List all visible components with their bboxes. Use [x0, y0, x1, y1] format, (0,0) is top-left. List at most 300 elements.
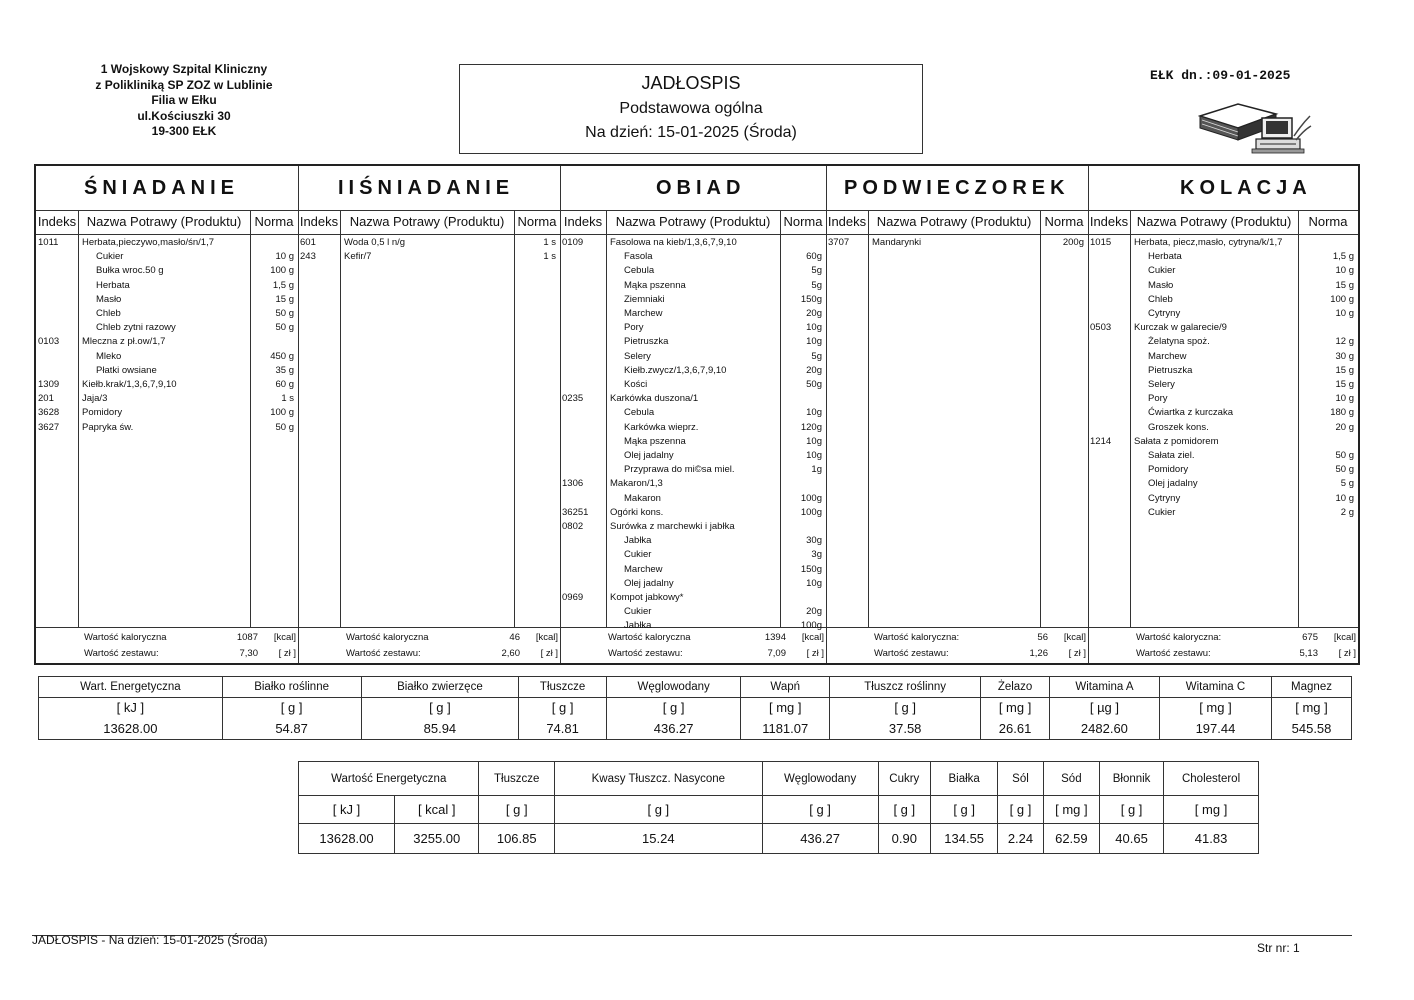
- row-norm: 15 g: [1335, 279, 1354, 291]
- menu-row: [562, 449, 824, 463]
- nutrient-header: Tłuszcze: [519, 677, 607, 698]
- menu-row: [562, 406, 824, 420]
- menu-grid: [34, 164, 1360, 665]
- meal-title: KOLACJA: [1180, 177, 1312, 199]
- ingredient-name: Przyprawa do mi©sa miel.: [624, 464, 735, 476]
- row-index: 201: [38, 393, 54, 405]
- row-index: 1309: [38, 379, 60, 390]
- row-norm: 20g: [806, 364, 822, 376]
- calorie-value-row: [84, 631, 296, 645]
- calorie-unit: [kcal]: [1063, 632, 1086, 643]
- nutrient-unit: [ g ]: [222, 698, 361, 718]
- calorie-label: Wartość kaloryczna: [84, 632, 167, 643]
- row-norm: 5 g: [1340, 478, 1354, 490]
- calorie-value-row: [346, 631, 558, 645]
- nutrient-unit: [ g ]: [606, 698, 740, 718]
- dish-name: Herbata, piecz,masło, cytryna/k/1,7: [1134, 237, 1283, 248]
- hospital-city: 19-300 EŁK: [151, 124, 217, 138]
- ingredient-name: Cukier: [1148, 506, 1176, 518]
- menu-row: [38, 293, 296, 307]
- row-norm: 10g: [806, 435, 822, 447]
- nutrient-header: Węglowodany: [762, 762, 878, 796]
- ingredient-name: Marchew: [624, 563, 663, 575]
- row-norm: 1g: [811, 464, 822, 476]
- nutrient-header: Węglowodany: [606, 677, 740, 698]
- column-header-name: Nazwa Potrawy (Produktu): [615, 214, 771, 229]
- menu-row: [38, 378, 296, 392]
- nutrient-header: Cukry: [878, 762, 931, 796]
- row-norm: 5g: [811, 279, 822, 291]
- row-index: 3628: [38, 407, 60, 419]
- nutrient-header: Białka: [931, 762, 998, 796]
- row-index: 1015: [1090, 237, 1112, 248]
- ingredient-name: Cytryny: [1148, 492, 1181, 504]
- row-norm: 180 g: [1330, 407, 1354, 419]
- column-header-norm: Norma: [517, 214, 557, 229]
- nutrient-value: 134.55: [931, 824, 998, 854]
- set-cost-label: Wartość zestawu:: [608, 648, 683, 659]
- ingredient-name: Cukier: [1148, 265, 1176, 277]
- dish-name: Kurczak w galarecie/9: [1134, 322, 1227, 334]
- nutrient-unit: [ mg ]: [1272, 698, 1352, 718]
- row-index: 3627: [38, 421, 60, 433]
- nutrient-unit: [ mg ]: [1043, 796, 1099, 824]
- column-header-index: Indeks: [563, 214, 603, 229]
- ingredient-name: Olej jadalny: [624, 450, 674, 461]
- nutrient-header: Sód: [1043, 762, 1099, 796]
- row-norm: 1,5 g: [272, 279, 294, 291]
- menu-row: [562, 577, 824, 591]
- calorie-value: 675: [1302, 632, 1318, 643]
- calorie-label: Wartość kaloryczna: [346, 632, 429, 643]
- nutrient-value: 2.24: [998, 824, 1043, 854]
- dish-name: Sałata z pomidorem: [1134, 435, 1219, 447]
- menu-row: [38, 392, 296, 406]
- menu-row: [562, 350, 824, 364]
- nutrient-value: 106.85: [479, 824, 555, 854]
- dish-name: Fasolowa na kieb/1,3,6,7,9,10: [610, 237, 737, 248]
- ingredient-name: Herbata: [96, 279, 130, 291]
- row-index: 0503: [1090, 322, 1112, 334]
- set-cost-row: [874, 647, 1086, 661]
- page-number: Str nr: 1: [1257, 941, 1300, 955]
- menu-row: [1090, 350, 1356, 364]
- menu-row: [1090, 307, 1356, 321]
- row-norm: 10g: [806, 336, 822, 348]
- dish-name: Mandarynki: [872, 237, 922, 248]
- column-header-norm: Norma: [1308, 214, 1348, 229]
- ingredient-name: Chleb: [96, 308, 121, 319]
- row-norm: 50 g: [275, 421, 294, 433]
- menu-row: [1090, 250, 1356, 264]
- nutrient-unit: [ g ]: [555, 796, 763, 824]
- ingredient-name: Pietruszka: [1148, 364, 1193, 376]
- nutrient-header: Magnez: [1272, 677, 1352, 698]
- nutrient-value: 62.59: [1043, 824, 1099, 854]
- set-cost-unit: [ zł ]: [1068, 648, 1086, 659]
- nutrient-value: 13628.00: [39, 718, 223, 740]
- row-norm: 100g: [800, 620, 822, 632]
- meal-title: ŚNIADANIE: [84, 177, 240, 199]
- nutrient-header: Sól: [998, 762, 1043, 796]
- menu-date: Na dzień: 15-01-2025 (Środa): [585, 124, 797, 141]
- menu-row: [562, 463, 824, 477]
- norm-column-divider: [514, 210, 515, 627]
- ingredient-name: Groszek kons.: [1148, 421, 1209, 433]
- row-norm: 100g: [800, 492, 822, 504]
- menu-row: [562, 492, 824, 506]
- dish-name: Ogórki kons.: [610, 506, 664, 518]
- nutrient-unit: [ g ]: [479, 796, 555, 824]
- energy-header: Wartość Energetyczna: [299, 762, 479, 796]
- row-norm: 200g: [1062, 237, 1084, 248]
- dish-name: Kefir/7: [344, 251, 372, 263]
- calorie-label: Wartość kaloryczna:: [874, 632, 960, 643]
- ingredient-name: Cytryny: [1148, 308, 1181, 319]
- hospital-address: [70, 62, 298, 140]
- dish-name: Kiełb.krak/1,3,6,7,9,10: [82, 379, 177, 390]
- nutrient-value: 436.27: [762, 824, 878, 854]
- row-norm: 1 s: [543, 237, 556, 248]
- nutrient-table-secondary: [298, 761, 1259, 854]
- ingredient-name: Cukier: [624, 606, 652, 618]
- calorie-unit: [kcal]: [273, 632, 296, 643]
- nutrient-unit: [ kcal ]: [395, 796, 479, 824]
- nutrient-value: 15.24: [555, 824, 763, 854]
- row-norm: 50 g: [275, 308, 294, 319]
- nutrient-unit: [ g ]: [878, 796, 931, 824]
- column-header-name: Nazwa Potrawy (Produktu): [349, 214, 505, 229]
- row-norm: 10 g: [1335, 492, 1354, 504]
- row-index: 3707: [828, 237, 850, 248]
- ingredient-name: Pory: [1148, 393, 1168, 405]
- menu-row: [38, 406, 296, 420]
- column-header-name: Nazwa Potrawy (Produktu): [86, 214, 242, 229]
- set-cost-label: Wartość zestawu:: [1136, 648, 1211, 659]
- menu-row: [38, 421, 296, 435]
- set-cost-row: [84, 647, 296, 661]
- menu-row: [562, 506, 824, 520]
- nutrient-header: Wart. Energetyczna: [39, 677, 223, 698]
- nutrient-value: 0.90: [878, 824, 931, 854]
- nutrient-unit: [ mg ]: [741, 698, 830, 718]
- page-title: JADŁOSPIS: [641, 73, 741, 93]
- nutrient-value: 436.27: [606, 718, 740, 740]
- row-norm: 1 s: [281, 393, 294, 405]
- menu-row: [1090, 321, 1356, 335]
- nutrient-value: 13628.00: [299, 824, 395, 854]
- row-norm: 5g: [811, 265, 822, 277]
- menu-row: [1090, 378, 1356, 392]
- column-header-name: Nazwa Potrawy (Produktu): [876, 214, 1032, 229]
- dish-name: Herbata,pieczywo,masło/śn/1,7: [82, 237, 215, 248]
- menu-row: [562, 236, 824, 250]
- menu-row: [562, 591, 824, 605]
- row-norm: 5g: [811, 350, 822, 362]
- nutrient-unit: [ g ]: [361, 698, 519, 718]
- title-box: [459, 64, 923, 154]
- menu-row: [1090, 506, 1356, 520]
- index-column-divider: [340, 210, 341, 627]
- nutrient-value: 3255.00: [395, 824, 479, 854]
- row-index: 0103: [38, 336, 60, 348]
- column-header-divider: [36, 234, 1358, 235]
- row-norm: 50g: [806, 379, 822, 390]
- column-header-index: Indeks: [299, 214, 339, 229]
- row-norm: 15 g: [275, 293, 294, 305]
- ingredient-name: Selery: [1148, 379, 1175, 390]
- calorie-value: 46: [509, 632, 520, 643]
- meal-title: OBIAD: [656, 177, 746, 199]
- nutrient-header: Wapń: [741, 677, 830, 698]
- row-norm: 100 g: [270, 265, 294, 277]
- row-index: 0235: [562, 393, 584, 405]
- ingredient-name: Herbata: [1148, 251, 1182, 263]
- row-norm: 450 g: [270, 350, 294, 362]
- book-and-computer-icon: [1198, 96, 1312, 154]
- menu-row: [562, 477, 824, 491]
- dish-name: Pomidory: [82, 407, 123, 419]
- column-header-norm: Norma: [783, 214, 823, 229]
- nutrient-unit: [ mg ]: [981, 698, 1050, 718]
- nutrient-unit: [ mg ]: [1159, 698, 1271, 718]
- menu-row: [38, 350, 296, 364]
- nutrient-unit: [ kJ ]: [299, 796, 395, 824]
- menu-row: [1090, 463, 1356, 477]
- nutrient-unit: [ mg ]: [1164, 796, 1259, 824]
- nutrient-unit: [ g ]: [762, 796, 878, 824]
- nutrient-value: 545.58: [1272, 718, 1352, 740]
- menu-row: [38, 335, 296, 349]
- dish-name: Makaron/1,3: [610, 478, 663, 490]
- row-index: 1214: [1090, 435, 1112, 447]
- index-column-divider: [868, 210, 869, 627]
- column-header-norm: Norma: [1044, 214, 1084, 229]
- nutrient-unit: [ µg ]: [1049, 698, 1159, 718]
- set-cost-value: 2,60: [501, 648, 520, 659]
- row-norm: 20g: [806, 308, 822, 319]
- row-norm: 50 g: [1335, 464, 1354, 476]
- set-cost-label: Wartość zestawu:: [346, 648, 421, 659]
- row-norm: 12 g: [1335, 336, 1354, 348]
- set-cost-value: 7,30: [239, 648, 258, 659]
- nutrient-unit: [ g ]: [1100, 796, 1164, 824]
- ingredient-name: Chleb: [1148, 293, 1173, 305]
- set-cost-row: [346, 647, 558, 661]
- hospital-name: 1 Wojskowy Szpital Kliniczny: [100, 62, 268, 76]
- set-cost-row: [1136, 647, 1356, 661]
- calorie-value-row: [1136, 631, 1356, 645]
- menu-row: [1090, 492, 1356, 506]
- menu-row: [1090, 293, 1356, 307]
- set-cost-unit: [ zł ]: [540, 648, 558, 659]
- menu-row: [562, 335, 824, 349]
- hospital-parent: z Polikliniką SP ZOZ w Lublinie: [95, 77, 273, 92]
- calorie-label: Wartość kaloryczna: [608, 632, 691, 643]
- ingredient-name: Masło: [1148, 279, 1174, 291]
- nutrient-header: Błonnik: [1100, 762, 1164, 796]
- row-norm: 20 g: [1335, 421, 1354, 433]
- row-norm: 1 s: [543, 251, 556, 263]
- row-index: 243: [300, 251, 316, 263]
- row-index: 36251: [562, 506, 589, 518]
- row-index: 601: [300, 237, 316, 248]
- nutrient-unit: [ g ]: [931, 796, 998, 824]
- menu-row: [562, 421, 824, 435]
- column-header-norm: Norma: [254, 214, 294, 229]
- column-header-name: Nazwa Potrawy (Produktu): [1136, 214, 1292, 229]
- menu-row: [1090, 335, 1356, 349]
- row-norm: 35 g: [275, 364, 294, 376]
- row-norm: 50 g: [275, 322, 294, 334]
- column-header-index: Indeks: [827, 214, 867, 229]
- section-divider: [298, 166, 299, 663]
- menu-row: [562, 250, 824, 264]
- menu-row: [38, 264, 296, 278]
- calorie-value-row: [874, 631, 1086, 645]
- menu-row: [1090, 392, 1356, 406]
- nutrient-value: 26.61: [981, 718, 1050, 740]
- menu-row: [38, 364, 296, 378]
- row-norm: 15 g: [1335, 379, 1354, 390]
- ingredient-name: Mąka pszenna: [624, 279, 686, 291]
- menu-row: [1090, 406, 1356, 420]
- nutrient-header: Witamina A: [1049, 677, 1159, 698]
- row-index: 0109: [562, 237, 584, 248]
- menu-row: [38, 279, 296, 293]
- column-header-index: Indeks: [37, 214, 77, 229]
- nutrient-value: 1181.07: [741, 718, 830, 740]
- row-norm: 10 g: [1335, 393, 1354, 405]
- nutrient-header: Kwasy Tłuszcz. Nasycone: [555, 762, 763, 796]
- set-cost-unit: [ zł ]: [278, 648, 296, 659]
- ingredient-name: Ćwiartka z kurczaka: [1148, 407, 1233, 419]
- menu-row: [562, 520, 824, 534]
- ingredient-name: Cebula: [624, 407, 655, 419]
- row-norm: 150g: [800, 293, 822, 305]
- ingredient-name: Żelatyna spoż.: [1148, 336, 1210, 348]
- ingredient-name: Karkówka wieprz.: [624, 421, 699, 433]
- set-cost-label: Wartość zestawu:: [84, 648, 159, 659]
- menu-row: [1090, 449, 1356, 463]
- menu-row: [828, 236, 1086, 250]
- calorie-unit: [kcal]: [1333, 632, 1356, 643]
- ingredient-name: Pomidory: [1148, 464, 1189, 476]
- nutrient-value: 37.58: [830, 718, 981, 740]
- nutrient-header: Witamina C: [1159, 677, 1271, 698]
- set-cost-value: 5,13: [1299, 648, 1318, 659]
- nutrient-value: 54.87: [222, 718, 361, 740]
- menu-row: [38, 321, 296, 335]
- ingredient-name: Marchew: [624, 308, 663, 319]
- ingredient-name: Olej jadalny: [624, 577, 674, 589]
- ingredient-name: Cebula: [624, 265, 655, 277]
- menu-row: [562, 392, 824, 406]
- ingredient-name: Marchew: [1148, 350, 1187, 362]
- set-cost-unit: [ zł ]: [1338, 648, 1356, 659]
- row-norm: 10 g: [1335, 265, 1354, 277]
- set-cost-value: 7,09: [767, 648, 786, 659]
- ingredient-name: Jabłka: [624, 535, 652, 547]
- dish-name: Kompot jabkowy*: [610, 592, 684, 603]
- menu-row: [300, 236, 558, 250]
- dish-name: Surówka z marchewki i jabłka: [610, 521, 735, 532]
- menu-row: [1090, 279, 1356, 293]
- menu-row: [38, 250, 296, 264]
- row-norm: 100g: [800, 506, 822, 518]
- row-norm: 10g: [806, 322, 822, 334]
- dish-name: Woda 0,5 l n/g: [344, 237, 406, 248]
- ingredient-name: Ziemniaki: [624, 293, 665, 305]
- row-index: 0802: [562, 521, 584, 532]
- dish-name: Papryka św.: [82, 421, 134, 433]
- nutrient-header: Białko zwierzęce: [361, 677, 519, 698]
- menu-row: [562, 307, 824, 321]
- calorie-unit: [kcal]: [535, 632, 558, 643]
- nutrient-header: Żelazo: [981, 677, 1050, 698]
- section-divider: [826, 166, 827, 663]
- meal-title: IIŚNIADANIE: [338, 177, 515, 199]
- ingredient-name: Mąka pszenna: [624, 435, 686, 447]
- nutrient-unit: [ g ]: [998, 796, 1043, 824]
- row-norm: 20g: [806, 606, 822, 618]
- menu-row: [1090, 364, 1356, 378]
- calorie-unit: [kcal]: [801, 632, 824, 643]
- row-norm: 1,5 g: [1332, 251, 1354, 263]
- menu-row: [562, 321, 824, 335]
- row-norm: 60 g: [275, 379, 294, 390]
- nutrient-unit: [ kJ ]: [39, 698, 223, 718]
- menu-row: [38, 307, 296, 321]
- ingredient-name: Selery: [624, 350, 651, 362]
- row-norm: 10 g: [275, 251, 294, 263]
- ingredient-name: Masło: [96, 293, 122, 305]
- section-divider: [1088, 166, 1089, 663]
- menu-row: [562, 605, 824, 619]
- menu-row: [38, 236, 296, 250]
- menu-row: [562, 293, 824, 307]
- set-cost-unit: [ zł ]: [806, 648, 824, 659]
- ingredient-name: Cukier: [96, 251, 124, 263]
- row-norm: 60g: [806, 251, 822, 263]
- menu-row: [562, 435, 824, 449]
- ingredient-name: Pietruszka: [624, 336, 669, 348]
- menu-row: [1090, 477, 1356, 491]
- set-cost-value: 1,26: [1029, 648, 1048, 659]
- menu-row: [562, 563, 824, 577]
- nutrient-value: 2482.60: [1049, 718, 1159, 740]
- nutrient-header: Tłuszcz roślinny: [830, 677, 981, 698]
- ingredient-name: Fasola: [624, 251, 653, 263]
- ingredient-name: Chleb zytni razowy: [96, 322, 176, 334]
- nutrient-header: Białko roślinne: [222, 677, 361, 698]
- row-norm: 100 g: [1330, 293, 1354, 305]
- ingredient-name: Jabłka: [624, 620, 652, 632]
- ingredient-name: Kości: [624, 379, 648, 390]
- row-norm: 30 g: [1335, 350, 1354, 362]
- column-header-index: Indeks: [1089, 214, 1129, 229]
- row-norm: 150g: [800, 563, 822, 575]
- row-norm: 120g: [800, 421, 822, 433]
- dish-name: Karkówka duszona/1: [610, 393, 699, 405]
- menu-row: [1090, 421, 1356, 435]
- ingredient-name: Kiełb.zwycz/1,3,6,7,9,10: [624, 364, 727, 376]
- diet-name: Podstawowa ogólna: [619, 100, 763, 117]
- section-divider: [560, 166, 561, 663]
- nutrient-value: 74.81: [519, 718, 607, 740]
- menu-row: [300, 250, 558, 264]
- meal-title: PODWIECZOREK: [844, 177, 1070, 199]
